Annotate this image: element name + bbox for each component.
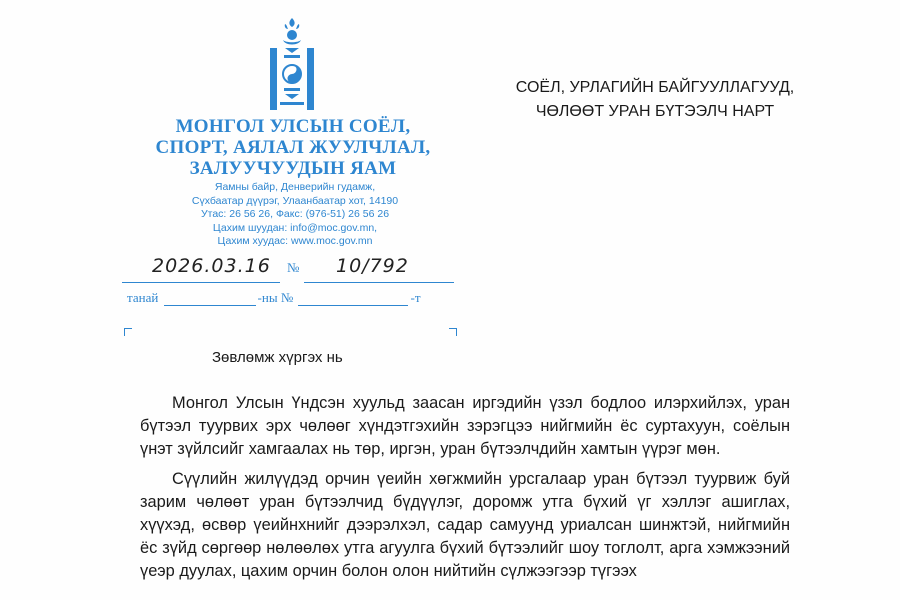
reference-middle: -ны № <box>257 290 294 305</box>
letter-subject: Зөвлөмж хүргэх нь <box>212 349 343 366</box>
ministry-name-line: СПОРТ, АЯЛАЛ ЖУУЛЧЛАЛ, <box>155 137 431 158</box>
reference-suffix: -т <box>410 290 421 305</box>
ministry-name <box>128 116 458 179</box>
reference-number-blank <box>298 293 408 306</box>
soyombo-emblem-icon <box>268 18 316 110</box>
number-underline <box>304 282 454 283</box>
reference-row <box>127 290 421 306</box>
date-underline <box>122 282 280 283</box>
reference-prefix: танай <box>127 290 159 305</box>
contact-address: Яамны байр, Денверийн гудамж, <box>214 181 376 193</box>
body-paragraph: Сүүлийн жилүүдэд орчин үеийн хөгжмийн урсгалаар уран бүтээл туурвиж буй зарим чөлөөт уран бүтээлчид бүдүүлэг, доромж утга бүхий үг хэллэг ашиглах, хүүхэд, өсвөр үеийнхнийг дээрэлхэл, садар самуунд уриалсан шинжтэй, нийгмийн ёс зүйд сөргөөр нөлөөлөх утга агуулга бүхий бүтээлийг шоу тоглолт, арга хэмжээний үеэр дуулах, цахим орчин болон олон нийтийн сүлжээгээр түгээх <box>140 470 790 580</box>
recipient-line: СОЁЛ, УРЛАГИЙН БАЙГУУЛЛАГУУД, <box>515 79 795 96</box>
number-sign: № <box>287 260 300 275</box>
address-corner-left <box>124 328 132 336</box>
contact-phone: Утас: 26 56 26, Факс: (976-51) 26 56 26 <box>200 208 390 221</box>
body-paragraph: Монгол Улсын Үндсэн хуульд заасан иргэдийн үзэл бодлоо илэрхийлэх, уран бүтээл туурвих эрх чөлөөг хүндэтгэхийн зэрэгцээ нийгмийн ёс суртахуун, соёлын үнэт зүйлсийг хамгаалах нь төр, иргэн, уран бүтээлчдийн хамтын үүрэг мөн. <box>140 394 790 458</box>
handwritten-date: 2026.03.16 <box>152 255 271 277</box>
handwritten-number: 10/792 <box>336 255 409 277</box>
contact-email: Цахим шуудан: info@moc.gov.mn, <box>212 221 378 234</box>
reference-date-blank <box>164 293 256 306</box>
recipient-line: ЧӨЛӨӨТ УРАН БҮТЭЭЛЧ НАРТ <box>535 103 775 120</box>
contact-district: Сүхбаатар дүүрэг, Улаанбаатар хот, 14190 <box>191 194 399 207</box>
address-corner-right <box>449 328 457 336</box>
ministry-name-line: ЗАЛУУЧУУДЫН ЯАМ <box>189 158 397 179</box>
contact-website: Цахим хуудас: www.moc.gov.mn <box>217 235 373 248</box>
ministry-name-line: МОНГОЛ УЛСЫН СОЁЛ, <box>175 116 411 137</box>
letter-body <box>140 392 790 590</box>
recipient-block <box>490 76 820 124</box>
ministry-contacts <box>150 181 440 249</box>
